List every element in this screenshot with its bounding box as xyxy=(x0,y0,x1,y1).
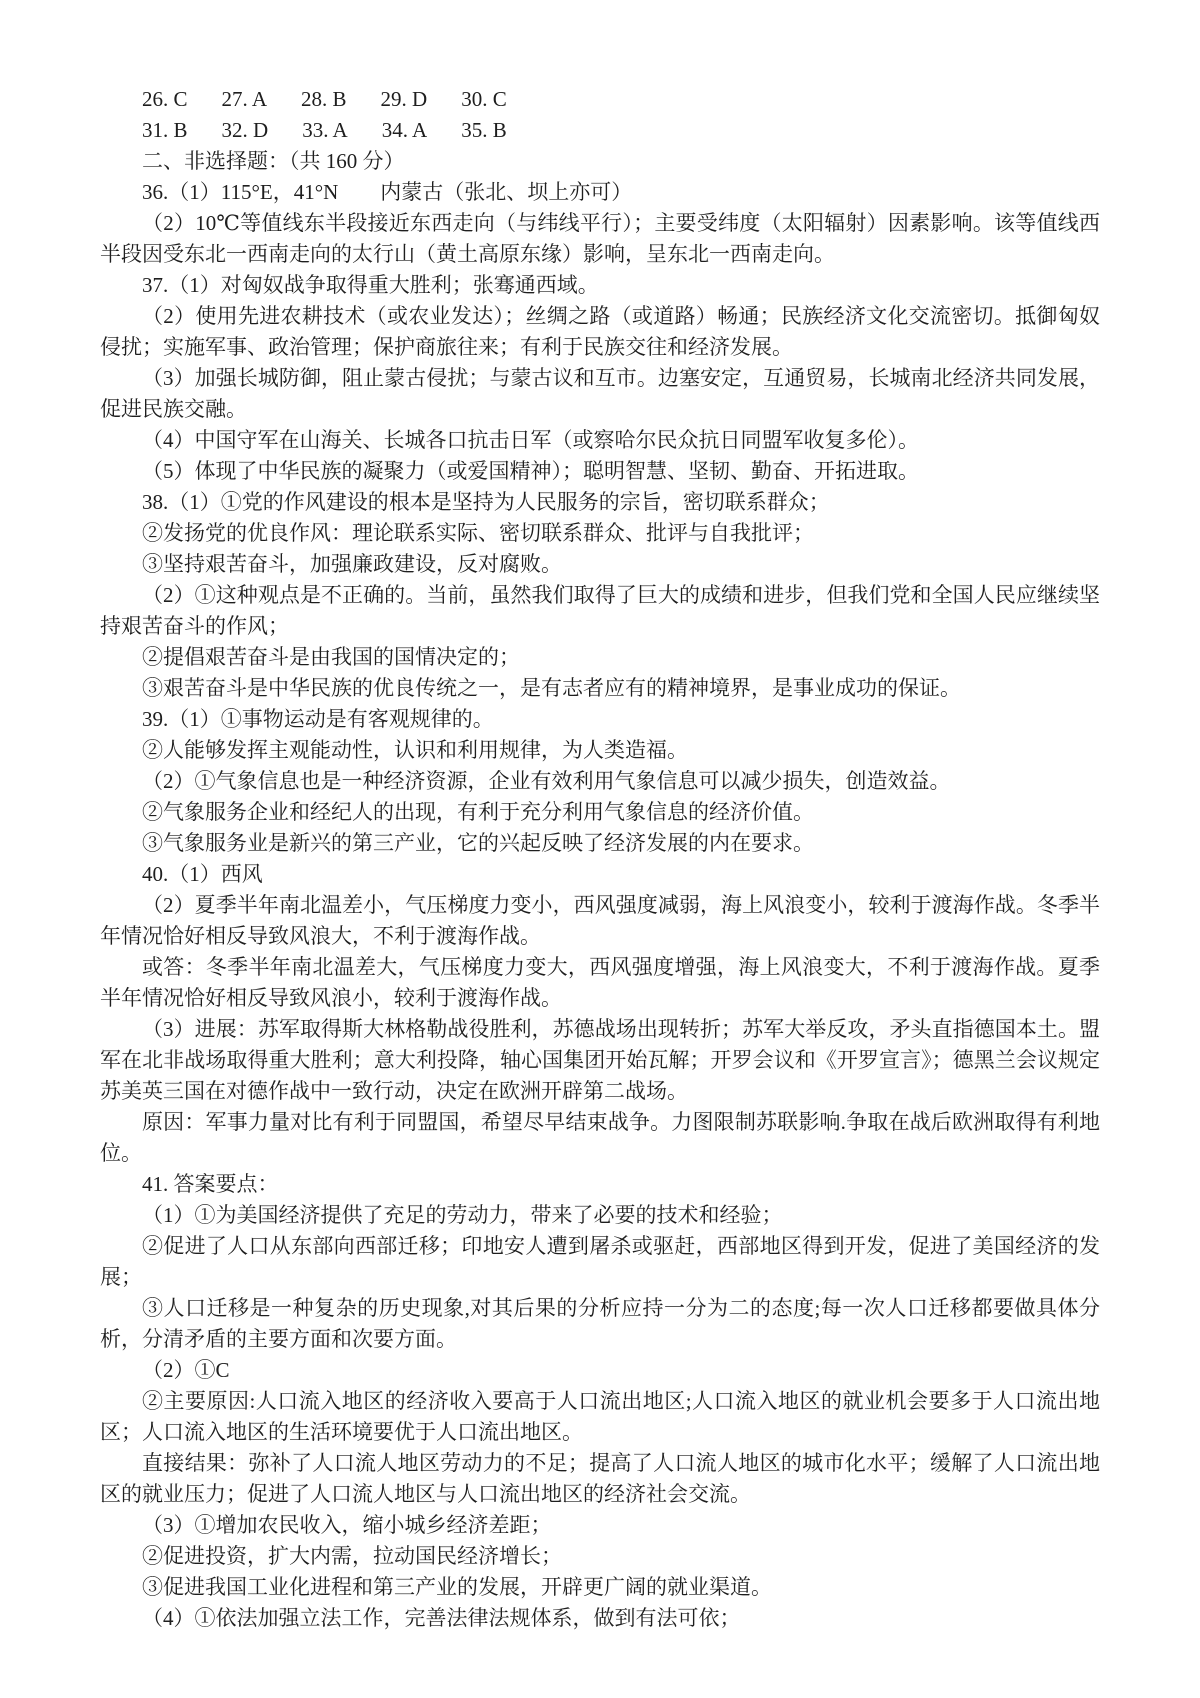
para-39-1-1: 39.（1）①事物运动是有客观规律的。 xyxy=(142,707,494,731)
para-41-1-2: ②促进了人口从东部向西部迁移；印地安人遭到屠杀或驱赶，西部地区得到开发，促进了美国经济的发展； xyxy=(100,1234,1100,1289)
para-41-4-1: （4）①依法加强立法工作，完善法律法规体系，做到有法可依； xyxy=(142,1606,741,1630)
para-41-1-1: （1）①为美国经济提供了充足的劳动力，带来了必要的技术和经验； xyxy=(142,1203,783,1227)
choice-answer-27: 27. A xyxy=(221,87,268,111)
para-36-2: （2）10℃等值线东半段接近东西走向（与纬线平行）；主要受纬度（太阳辐射）因素影响。该等值线西半段因受东北一西南走向的太行山（黄土高原东缘）影响，呈东北一西南走向。 xyxy=(100,211,1100,266)
para-38-1-3: ③坚持艰苦奋斗，加强廉政建设，反对腐败。 xyxy=(142,552,562,576)
para-40-3-reason: 原因：军事力量对比有利于同盟国，希望尽早结束战争。力图限制苏联影响.争取在战后欧洲取得有利地位。 xyxy=(100,1110,1100,1165)
choice-answer-33: 33. A xyxy=(302,118,348,142)
multiple-choice-answers-row-2 xyxy=(100,115,1100,146)
para-37-5: （5）体现了中华民族的凝聚力（或爱国精神）；聪明智慧、坚韧、勤奋、开拓进取。 xyxy=(142,459,919,483)
para-38-2-3: ③艰苦奋斗是中华民族的优良传统之一，是有志者应有的精神境界，是事业成功的保证。 xyxy=(142,676,961,700)
para-41-3-3: ③促进我国工业化进程和第三产业的发展，开辟更广阔的就业渠道。 xyxy=(142,1575,772,1599)
para-36-1: 36.（1）115°E，41°N 内蒙古（张北、坝上亦可） xyxy=(142,180,633,204)
choice-answer-35: 35. B xyxy=(461,118,507,142)
para-40-1: 40.（1）西风 xyxy=(142,862,263,886)
choice-answer-26: 26. C xyxy=(142,87,188,111)
para-38-1-2: ②发扬党的优良作风：理论联系实际、密切联系群众、批评与自我批评； xyxy=(142,521,814,545)
para-37-3: （3）加强长城防御，阻止蒙古侵扰；与蒙古议和互市。边塞安定，互通贸易，长城南北经济共同发展，促进民族交融。 xyxy=(100,366,1100,421)
para-39-2-1: （2）①气象信息也是一种经济资源，企业有效利用气象信息可以减少损失，创造效益。 xyxy=(142,769,951,793)
multiple-choice-answers-row-1 xyxy=(100,84,1100,115)
para-40-2: （2）夏季半年南北温差小，气压梯度力变小，西风强度减弱，海上风浪变小，较利于渡海作战。冬季半年情况恰好相反导致风浪大，不利于渡海作战。 xyxy=(100,893,1100,948)
choice-answer-29: 29. D xyxy=(380,87,428,111)
para-37-4: （4）中国守军在山海关、长城各口抗击日军（或察哈尔民众抗日同盟军收复多伦）。 xyxy=(142,428,919,452)
para-39-2-3: ③气象服务业是新兴的第三产业，它的兴起反映了经济发展的内在要求。 xyxy=(142,831,814,855)
para-37-1: 37.（1）对匈奴战争取得重大胜利；张骞通西域。 xyxy=(142,273,599,297)
para-41-3-2: ②促进投资，扩大内需，拉动国民经济增长； xyxy=(142,1544,562,1568)
para-41-2-3: 直接结果：弥补了人口流人地区劳动力的不足；提高了人口流人地区的城市化水平；缓解了人口流出地区的就业压力；促进了人口流人地区与人口流出地区的经济社会交流。 xyxy=(100,1451,1100,1506)
para-41-2-1: （2）①C xyxy=(142,1358,230,1382)
para-41-2-2: ②主要原因:人口流入地区的经济收入要高于人口流出地区;人口流入地区的就业机会要多于人口流出地区；人口流入地区的生活环境要优于人口流出地区。 xyxy=(100,1389,1100,1444)
para-38-2-2: ②提倡艰苦奋斗是由我国的国情决定的； xyxy=(142,645,520,669)
choice-answer-32: 32. D xyxy=(221,118,269,142)
para-38-1-1: 38.（1）①党的作风建设的根本是坚持为人民服务的宗旨，密切联系群众； xyxy=(142,490,830,514)
para-38-2-1: （2）①这种观点是不正确的。当前，虽然我们取得了巨大的成绩和进步，但我们党和全国人民应继续坚持艰苦奋斗的作风； xyxy=(100,583,1100,638)
choice-answer-30: 30. C xyxy=(461,87,507,111)
para-41-3-1: （3）①增加农民收入，缩小城乡经济差距； xyxy=(142,1513,552,1537)
choice-answer-34: 34. A xyxy=(381,118,428,142)
para-41-1-3: ③人口迁移是一种复杂的历史现象,对其后果的分析应持一分为二的态度;每一次人口迁移都要做具体分析，分清矛盾的主要方面和次要方面。 xyxy=(100,1296,1100,1351)
para-37-2: （2）使用先进农耕技术（或农业发达）；丝绸之路（或道路）畅通；民族经济文化交流密切。抵御匈奴侵扰；实施军事、政治管理；保护商旅往来；有利于民族交往和经济发展。 xyxy=(100,304,1100,359)
para-39-2-2: ②气象服务企业和经纪人的出现，有利于充分利用气象信息的经济价值。 xyxy=(142,800,814,824)
para-41-heading: 41. 答案要点： xyxy=(142,1172,279,1196)
para-39-1-2: ②人能够发挥主观能动性，认识和利用规律，为人类造福。 xyxy=(142,738,688,762)
para-40-3-progress: （3）进展：苏军取得斯大林格勒战役胜利，苏德战场出现转折；苏军大举反攻，矛头直指德国本土。盟军在北非战场取得重大胜利；意大利投降，轴心国集团开始瓦解；开罗会议和《开罗宣言》；德黑兰会议规定苏美英三国在对德作战中一致行动，决定在欧洲开辟第二战场。 xyxy=(100,1017,1100,1103)
choice-answer-31: 31. B xyxy=(142,118,188,142)
para-40-2-alt: 或答：冬季半年南北温差大，气压梯度力变大，西风强度增强，海上风浪变大，不利于渡海作战。夏季半年情况恰好相反导致风浪小，较利于渡海作战。 xyxy=(100,955,1100,1010)
section-header-non-choice: 二、非选择题：（共 160 分） xyxy=(142,149,405,173)
choice-answer-28: 28. B xyxy=(301,87,347,111)
